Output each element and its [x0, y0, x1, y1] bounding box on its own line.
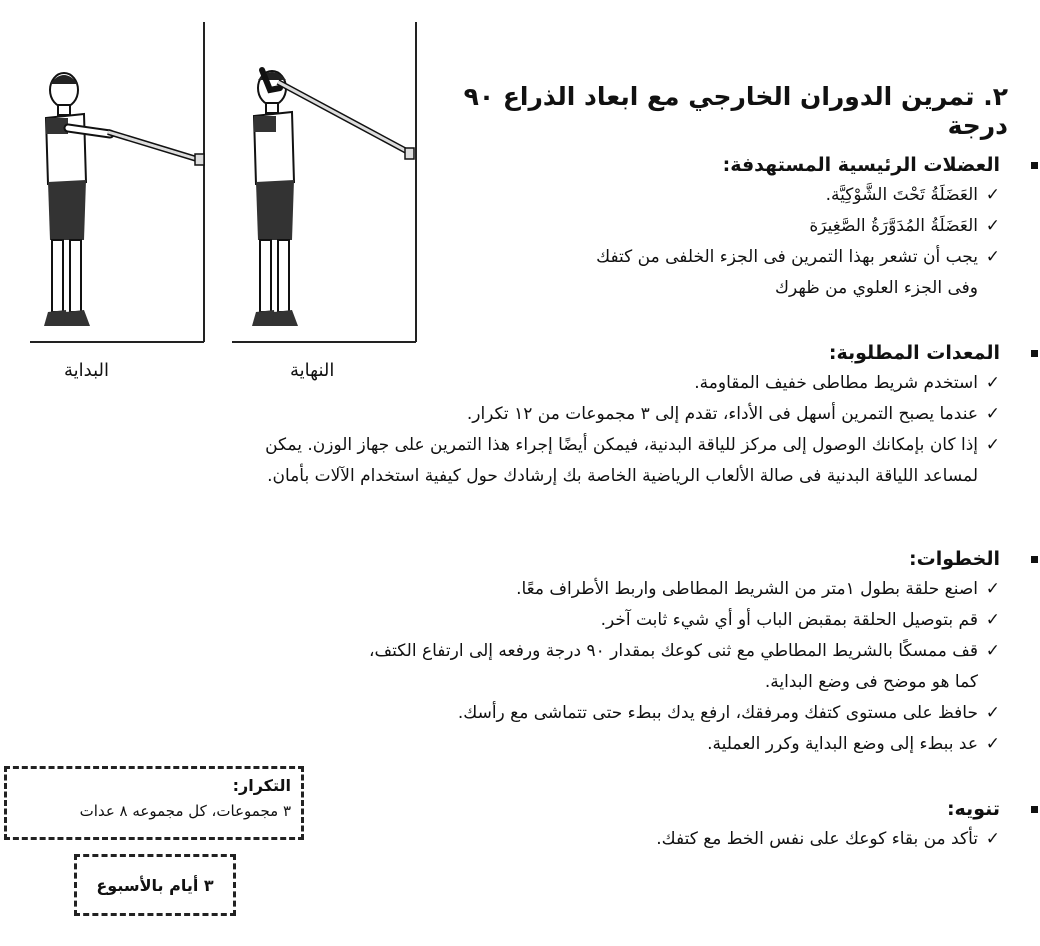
steps-list — [350, 574, 1000, 760]
list-item: ✓ عندما يصبح التمرين أسهل فى الأداء، تقدم إلى ٣ مجموعات من ١٢ تكرار. — [210, 399, 1000, 430]
check-icon: ✓ — [985, 404, 1000, 424]
muscles-heading: العضلات الرئيسية المستهدفة: — [400, 150, 1000, 180]
check-icon: ✓ — [985, 247, 1000, 267]
check-icon: ✓ — [985, 641, 1000, 661]
list-item: ✓ قف ممسكًا بالشريط المطاطي مع ثنى كوعك بمقدار ٩٠ درجة ورفعه إلى ارتفاع الكتف، كما هو موضح فى وضع البداية. — [350, 636, 1000, 698]
exercise-illustration — [0, 0, 440, 349]
muscles-list — [440, 180, 1000, 304]
equipment-heading: المعدات المطلوبة: — [180, 338, 1000, 368]
start-position-figure — [44, 73, 204, 326]
exercise-figures — [0, 0, 440, 345]
note-list — [440, 824, 1000, 855]
equipment-list — [210, 368, 1000, 492]
list-item: ✓ تأكد من بقاء كوعك على نفس الخط مع كتفك. — [440, 824, 1000, 855]
list-item: ✓ حافظ على مستوى كتفك ومرفقك، ارفع يدك ببطء حتى تتماشى مع رأسك. — [350, 698, 1000, 729]
square-bullet-icon — [1031, 162, 1038, 169]
list-item: ✓ اصنع حلقة بطول ١متر من الشريط المطاطى واربط الأطراف معًا. — [350, 574, 1000, 605]
check-icon: ✓ — [985, 829, 1000, 849]
check-icon: ✓ — [985, 435, 1000, 455]
muscles-section — [400, 150, 1000, 304]
square-bullet-icon — [1031, 350, 1038, 357]
steps-section — [180, 544, 1000, 760]
list-item: ✓ استخدم شريط مطاطى خفيف المقاومة. — [210, 368, 1000, 399]
figure-label-end: النهاية — [290, 360, 335, 381]
list-item: ✓ العَضَلَةُ المُدَوَّرَةُ الصَّغِيرَة — [440, 211, 1000, 242]
list-item: ✓ إذا كان بإمكانك الوصول إلى مركز للياقة البدنية، فيمكن أيضًا إجراء هذا التمرين على جهاز الوزن. يمكن لمساعد اللياقة البدنية فى صالة الألعاب الرياضية الخاصة بك إرشادك حول كيفية استخدام الآلات بأمان. — [210, 430, 1000, 492]
equipment-section — [180, 338, 1000, 492]
check-icon: ✓ — [985, 703, 1000, 723]
check-icon: ✓ — [985, 216, 1000, 236]
list-item: ✓ يجب أن تشعر بهذا التمرين فى الجزء الخلفى من كتفك وفى الجزء العلوي من ظهرك — [578, 242, 1000, 304]
check-icon: ✓ — [985, 579, 1000, 599]
check-icon: ✓ — [985, 185, 1000, 205]
check-icon: ✓ — [985, 373, 1000, 393]
figure-label-start: البداية — [64, 360, 110, 381]
square-bullet-icon — [1031, 556, 1038, 563]
list-item: ✓ العَضَلَةُ تَحْتَ الشَّوْكِيَّة. — [440, 180, 1000, 211]
list-item: ✓ قم بتوصيل الحلقة بمقبض الباب أو أي شيء ثابت آخر. — [350, 605, 1000, 636]
check-icon: ✓ — [985, 734, 1000, 754]
reps-text: ٣ مجموعات، كل مجموعه ٨ عدات — [79, 802, 291, 820]
list-item: ✓ عد ببطء إلى وضع البداية وكرر العملية. — [350, 729, 1000, 760]
note-heading: تنويه: — [400, 794, 1000, 824]
page-title: ٢. تمرين الدوران الخارجي مع ابعاد الذراع ٩٠ درجة — [463, 82, 1008, 140]
reps-heading: التكرار: — [232, 776, 291, 795]
check-icon: ✓ — [985, 610, 1000, 630]
frequency-text: ٣ أيام بالأسبوع — [96, 875, 214, 895]
frequency-box — [74, 854, 236, 916]
square-bullet-icon — [1031, 806, 1038, 813]
reps-box — [4, 766, 304, 840]
end-position-figure — [252, 70, 414, 326]
steps-heading: الخطوات: — [180, 544, 1000, 574]
note-section — [400, 794, 1000, 855]
